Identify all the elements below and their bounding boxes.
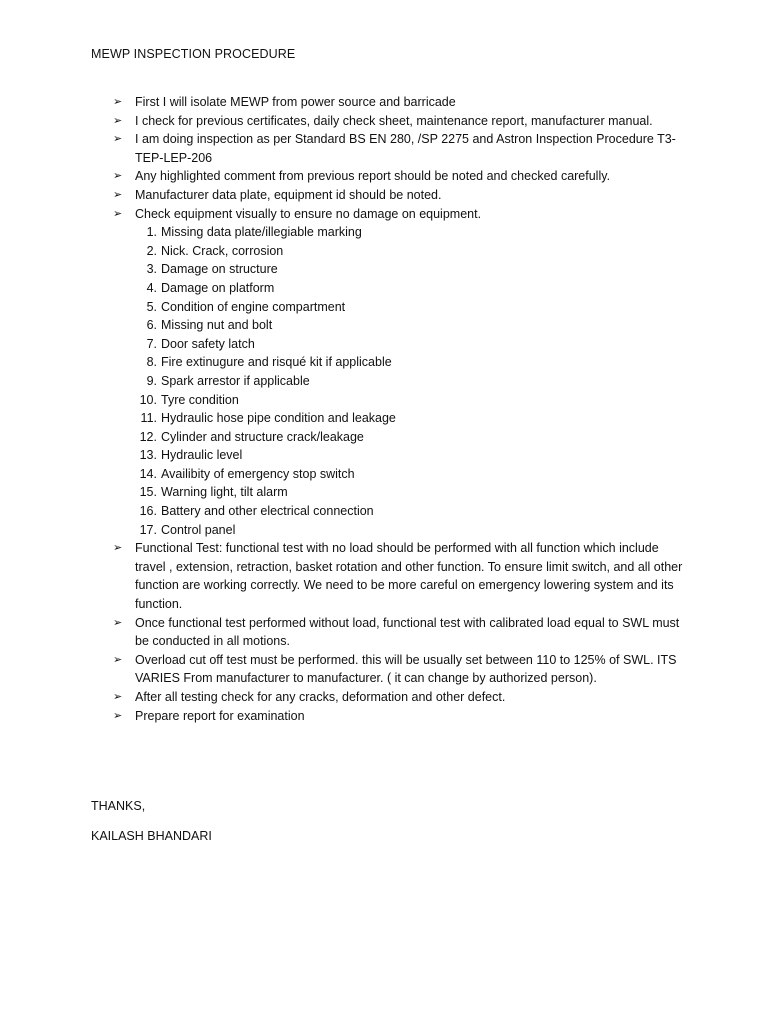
procedure-step [113,688,683,707]
checklist-item-text: Tyre condition [161,392,239,407]
visual-checklist [113,223,683,539]
checklist-item-number: 17. [139,522,157,537]
arrow-bullet-icon: ➢ [113,133,123,146]
arrow-bullet-icon: ➢ [113,542,123,555]
procedure-step [113,707,683,726]
checklist-item-number: 6. [146,318,157,333]
checklist-item-number: 11. [140,411,157,426]
procedure-step [113,130,683,167]
checklist-item [137,335,683,354]
procedure-step [113,186,683,205]
arrow-bullet-icon: ➢ [113,114,123,127]
checklist-item [137,502,683,521]
checklist-item-text: Missing data plate/illegiable marking [161,225,362,240]
procedure-step-text: Manufacturer data plate, equipment id should be noted. [135,187,442,202]
procedure-step-text: After all testing check for any cracks, deformation and other defect. [135,690,506,704]
checklist-item-number: 9. [146,373,157,388]
procedure-step-text: I check for previous certificates, daily check sheet, maintenance report, manufacturer manual. [135,113,653,128]
checklist-item-text: Missing nut and bolt [161,318,273,333]
checklist-container [113,223,683,539]
checklist-item-number: 1. [146,225,157,240]
checklist-item-text: Door safety latch [161,336,255,351]
checklist-item [137,298,683,317]
checklist-item [137,391,683,410]
checklist-item [137,260,683,279]
checklist-item [137,223,683,242]
checklist-item [137,521,683,540]
procedure-step [113,112,683,131]
checklist-item-number: 4. [146,280,157,295]
checklist-item [137,372,683,391]
signature-name: KAILASH BHANDARI [91,829,212,843]
checklist-item [137,428,683,447]
procedure-step [113,167,683,186]
checklist-item-number: 3. [146,262,157,277]
procedure-step-text: Functional Test: functional test with no load should be performed with all function which include travel , extension, retraction, basket rotation and other function. To ensure limit switch, and all other function are working correctly. We need to be more careful on emergency lowering system and its function. [135,541,683,612]
checklist-item-text: Damage on structure [161,262,278,277]
checklist-item [137,279,683,298]
procedure-step [113,651,683,688]
checklist-item-number: 10. [139,392,157,407]
checklist-item [137,242,683,261]
checklist-item-text: Battery and other electrical connection [161,504,374,519]
checklist-item [137,353,683,372]
procedure-step [113,205,683,224]
procedure-step-text: Once functional test performed without load, functional test with calibrated load equal to SWL must be conducted in all motions. [135,615,680,649]
procedure-list [113,93,683,725]
checklist-item-number: 13. [139,448,157,463]
checklist-item-text: Control panel [161,522,236,537]
checklist-item-text: Fire extinugure and risqué kit if applicable [161,355,392,370]
procedure-step-text: Prepare report for examination [135,708,305,723]
procedure-step-text: Overload cut off test must be performed. this will be usually set between 110 to 125% of SWL. ITS VARIES From manufacturer to manufacturer. ( it can change by authorized person). [135,652,677,686]
checklist-item-text: Hydraulic hose pipe condition and leakage [161,411,396,426]
checklist-item-text: Availibity of emergency stop switch [161,466,355,481]
checklist-item [137,446,683,465]
arrow-bullet-icon: ➢ [113,616,123,629]
checklist-item-number: 5. [146,299,157,314]
checklist-item-number: 7. [146,336,157,351]
procedure-step [113,614,683,651]
arrow-bullet-icon: ➢ [113,170,123,183]
checklist-item [137,483,683,502]
checklist-item-number: 16. [139,504,157,519]
checklist-item-number: 12. [139,429,157,444]
arrow-bullet-icon: ➢ [113,207,123,220]
procedure-step-text: First I will isolate MEWP from power source and barricade [135,95,456,109]
checklist-item-text: Nick. Crack, corrosion [161,243,284,258]
checklist-item-text: Cylinder and structure crack/leakage [161,429,364,444]
checklist-item-text: Warning light, tilt alarm [161,485,288,500]
checklist-item [137,316,683,335]
checklist-item-number: 2. [146,243,157,258]
procedure-step-text: Any highlighted comment from previous report should be noted and checked carefully. [135,169,611,184]
procedure-step-text: I am doing inspection as per Standard BS EN 280, /SP 2275 and Astron Inspection Procedure T3-TEP-LEP-206 [135,132,676,165]
checklist-item-number: 15. [139,485,157,500]
closing-text: THANKS, [91,799,146,813]
procedure-step [113,539,683,613]
procedure-step [113,93,683,112]
checklist-item-text: Hydraulic level [161,448,243,463]
procedure-step-text: Check equipment visually to ensure no damage on equipment. [135,206,482,221]
arrow-bullet-icon: ➢ [113,709,123,722]
arrow-bullet-icon: ➢ [113,653,123,666]
checklist-item [137,465,683,484]
page-title: MEWP INSPECTION PROCEDURE [91,47,296,61]
checklist-item [137,409,683,428]
checklist-item-text: Condition of engine compartment [161,299,346,314]
checklist-item-number: 14. [139,466,157,481]
arrow-bullet-icon: ➢ [113,96,123,108]
arrow-bullet-icon: ➢ [113,691,123,703]
checklist-item-text: Damage on platform [161,280,275,295]
arrow-bullet-icon: ➢ [113,188,123,201]
checklist-item-text: Spark arrestor if applicable [161,373,310,388]
checklist-item-number: 8. [146,355,157,370]
